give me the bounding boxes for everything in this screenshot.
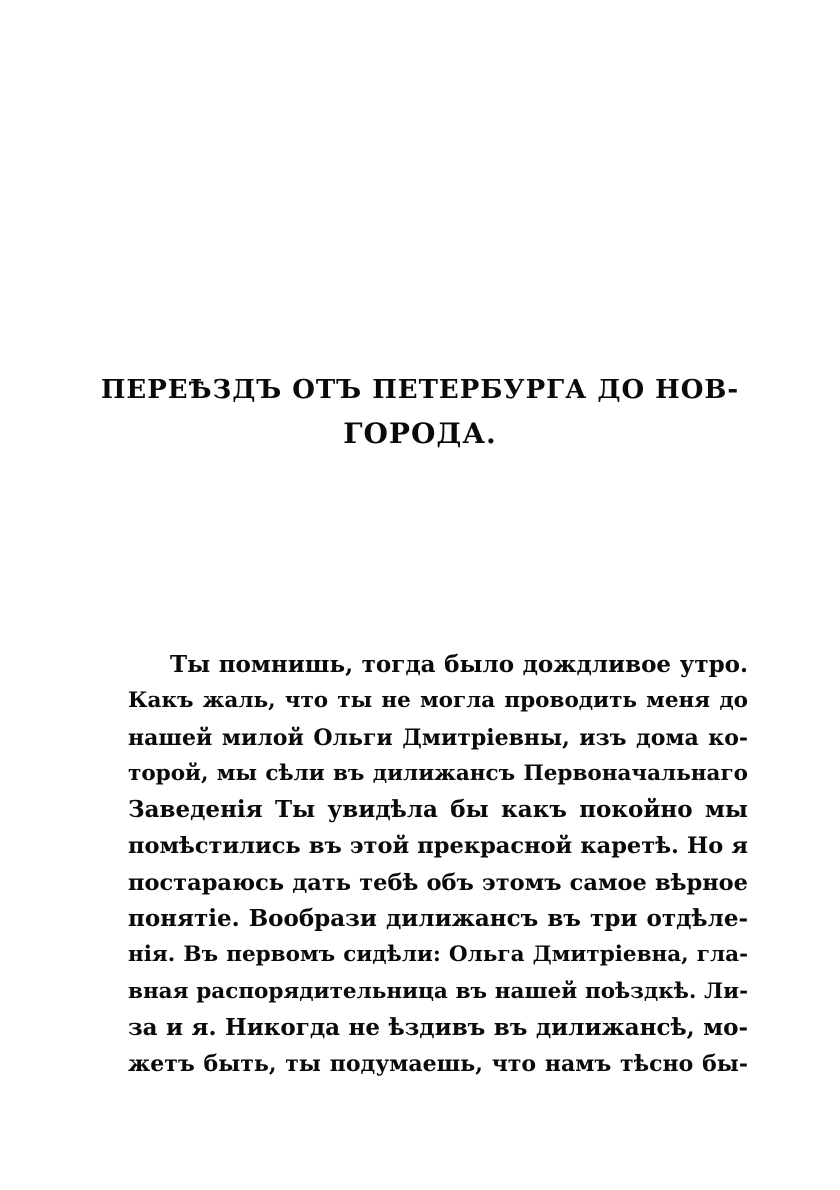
text-line: нія. Въ первомъ сидѣли: Ольга Дмитріевна, гла-	[128, 942, 748, 968]
text-line: Ты помнишь, тогда было дождливое утро.	[170, 651, 748, 678]
chapter-title	[100, 368, 740, 456]
text-line: понятіе. Вообрази дилижансъ въ три отдѣле-	[128, 905, 748, 933]
text-line: постараюсь дать тебѣ объ этомъ самое вѣрное	[128, 869, 748, 896]
text-line: вная распорядительница въ нашей поѣздкѣ. Ли-	[128, 978, 748, 1004]
text-line: помѣстились въ этой прекрасной каретѣ. Но я	[128, 833, 748, 860]
body-paragraph	[128, 647, 748, 1083]
text-line: жетъ быть, ты подумаешь, что намъ тѣсно бы-	[128, 1051, 748, 1078]
text-line: нашей милой Ольги Дмитріевны, изъ дома ко-	[128, 724, 748, 751]
chapter-title-line-2: ГОРОДА.	[343, 417, 497, 450]
text-line: Заведенія Ты увидѣла бы какъ покойно мы	[128, 796, 748, 824]
text-line: торой, мы сѣли въ дилижансъ Первоначальнаго	[128, 760, 748, 786]
chapter-title-line-1: ПЕРЕѢЗДЪ ОТЪ ПЕТЕРБУРГА ДО НОВ-	[100, 375, 740, 405]
text-line: Какъ жаль, что ты не могла проводить меня до	[128, 688, 748, 714]
text-line: за и я. Никогда не ѣздивъ въ дилижансѣ, мо-	[128, 1013, 748, 1041]
